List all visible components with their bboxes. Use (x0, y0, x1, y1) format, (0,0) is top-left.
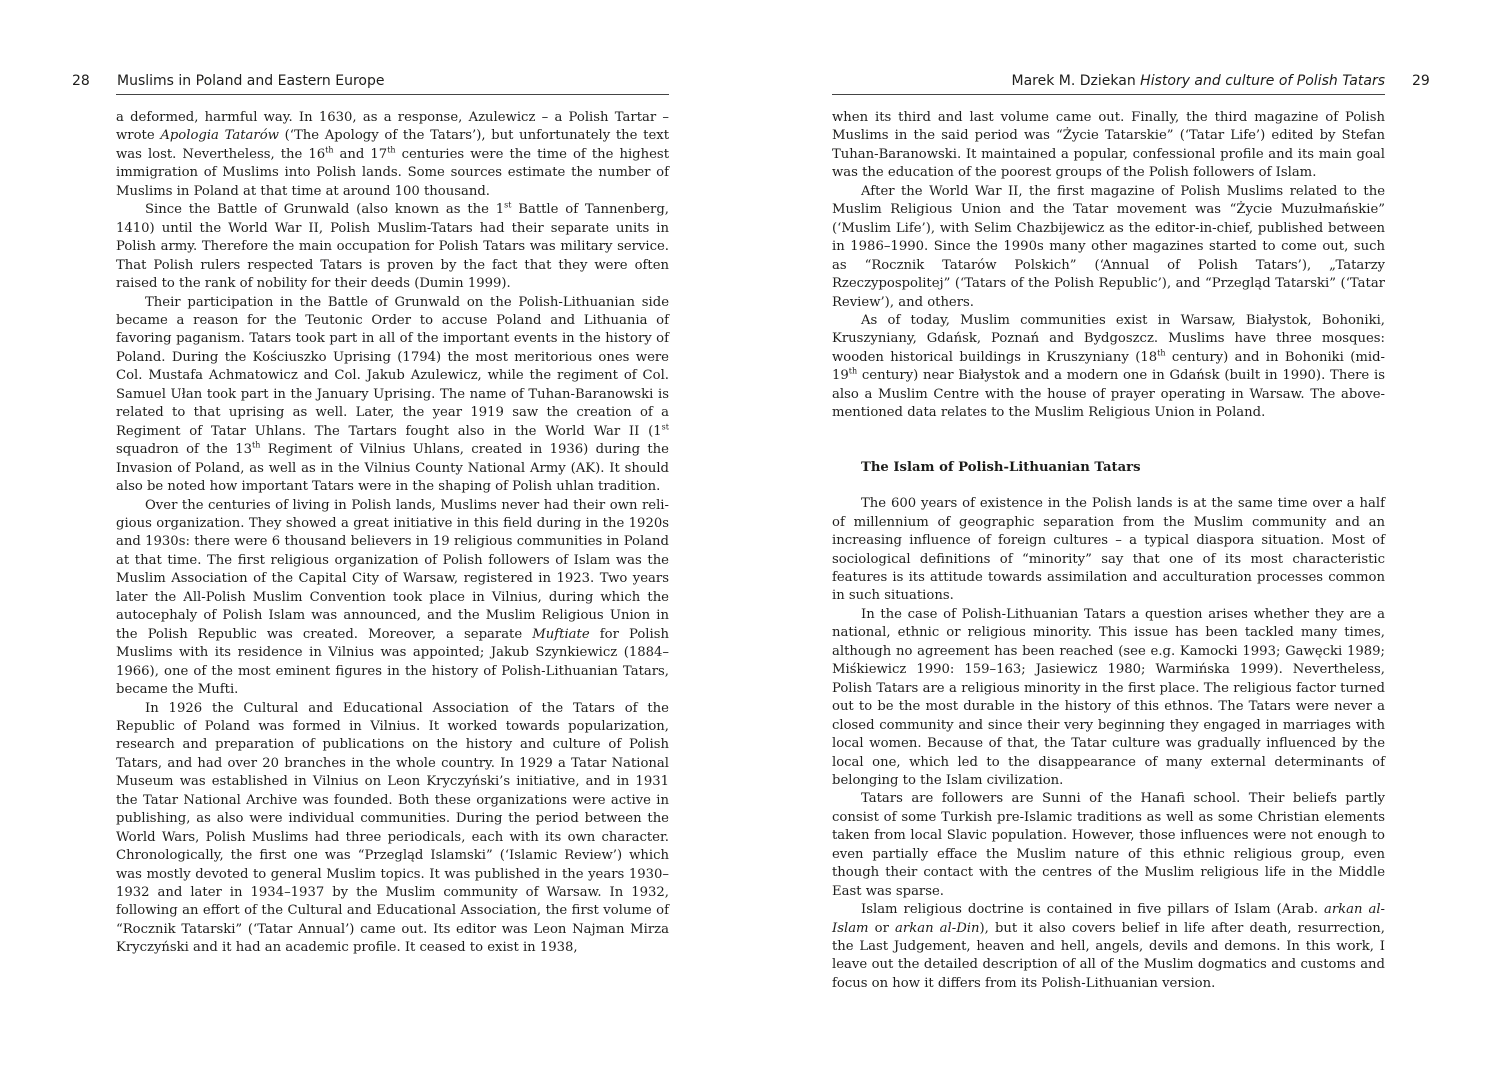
paragraph: After the World War II, the first magazine of Polish Muslims related to the Muslim Religious Union and the Tatar movement was “Życie Muzułmańskie” (‘Muslim Life’), with Selim Chazbijewicz as the editor-in-chief, published between in 1986–1990. Since the 1990s many other magazines started to come out, such as “Rocznik Tatarów Polskich” (‘Annual of Polish Tatars’), „Tatarzy Rzeczypospolitej” (‘Tatars of the Polish Republic’), and “Przegląd Tatarski” (‘Tatar Review’), and others. (832, 183, 1385, 310)
paragraph: Tatars are followers are Sunni of the Hanafi school. Their beliefs partly consist of some Turkish pre-Islamic traditions as well as some Christian elements taken from local Slavic population. However, those influences were not enough to even partially efface the Muslim nature of this ethnic religious group, even though their contact with the centres of the Muslim religious life in the Middle East was sparse. (832, 791, 1385, 899)
paragraph: when its third and last volume came out. Finally, the third magazine of Polish Muslims in the said period was “Życie Tatarskie” (‘Tatar Life’) edited by Stefan Tuhan-Baranowski. It maintained a popular, confessional profile and its main goal was the education of the poorest groups of the Polish followers of Islam. (832, 110, 1385, 181)
header-rule (116, 94, 669, 95)
page-number: 29 (1412, 73, 1430, 89)
page-number: 28 (72, 73, 90, 89)
paragraph: Since the Battle of Grunwald (also known as the 1st Battle of Tannenberg, 1410) until the World War II, Polish Muslim-Tatars had their separate units in Polish army. Therefore the main occupation for Polish Tatars was military service. That Polish rulers respected Tatars is proven by the fact that they were often raised to the rank of nobility for their deeds (Dumin 1999). (116, 200, 669, 292)
paragraph: Their participation in the Battle of Grunwald on the Polish-Lithuanian side became a reason for the Teutonic Order to accuse Poland and Lithuania of favoring paganism. Tatars took part in all of the important events in the history of Poland. During the Kościuszko Uprising (1794) the most meritorious ones were Col. Mustafa Achmatowicz and Col. Jakub Azulewicz, while the regiment of Col. Samuel Ułan took part in the January Uprising. The name of Tuhan-Baranowski is related to that uprising as well. Later, the year 1919 saw the creation of a Regiment of Tatar Uhlans. The Tartars fought also in the World War II (1st squadron of the 13th Regiment of Vilnius Uhlans, created in 1936) during the Invasion of Poland, as well as in the Vilnius County National Army (AK). It should also be noted how important Tatars were in the shaping of Polish uhlan tradition. (116, 294, 669, 495)
header-rule (832, 94, 1385, 95)
body-text (116, 109, 669, 958)
paragraph: Islam religious doctrine is contained in five pillars of Islam (Arab. arkan al-Islam or arkan al-Din), but it also covers belief in life after death, resurrection, the Last Judgement, heaven and hell, angels, devils and demons. In this work, I leave out the detailed description of all of the Muslim dogmatics and customs and focus on how it differs from its Polish-Lithuanian version. (832, 902, 1385, 991)
paragraph: a deformed, harmful way. In 1630, as a response, Azulewicz – a Polish Tartar – wrote Apologia Tatarów (‘The Apology of the Tatars’), but unfortunately the text was lost. Nevertheless, the 16th and 17th centuries were the time of the highest immigration of Muslims into Polish lands. Some sources estimate the number of Muslims in Poland at that time at around 100 thousand. (116, 110, 670, 199)
body-text (832, 109, 1385, 993)
paragraph: The 600 years of existence in the Polish lands is at the same time over a half of millennium of geographic separation from the Muslim community and an increasing influence of foreign cultures – a typical diaspora situation. Most of sociological definitions of “minority” say that one of its most characteristic features is its attitude towards assimilation and acculturation processes common in such situations. (832, 496, 1385, 604)
running-header (1012, 73, 1385, 89)
paragraph: In the case of Polish-Lithuanian Tatars a question arises whether they are a national, ethnic or religious minority. This issue has been tackled many times, although no agreement has been reached (see e.g. Kamocki 1993; Gawęcki 1989; Miśkiewicz 1990: 159–163; Jasiewicz 1980; Warmińska 1999). Nevertheless, Polish Tatars are a religious minority in the first place. The religious factor turned out to be the most durable in the history of this ethnos. The Tatars were never a closed community and since their very beginning they engaged in marriages with local women. Because of that, the Tatar culture was gradually influenced by the local one, which led to the disappearance of many external determinants of belonging to the Islam civilization. (832, 606, 1385, 788)
running-title: History and culture of Polish Tatars (1140, 73, 1385, 89)
running-author: Marek M. Dziekan (1011, 73, 1136, 89)
running-title: Muslims in Poland and Eastern Europe (117, 73, 385, 89)
paragraph: As of today, Muslim communities exist in Warsaw, Białystok, Bohoniki, Kruszyniany, Gdańsk, Poznań and Bydgoszcz. Muslims have three mosques: wooden historical buildings in Kruszyniany (18th century) and in Bohoniki (mid-19th century) near Białystok and a modern one in Gdańsk (built in 1990). There is also a Muslim Centre with the house of prayer operating in Warsaw. The above-mentioned data relates to the Muslim Religious Union in Poland. (832, 312, 1385, 421)
right-page (750, 0, 1500, 1066)
paragraph: In 1926 the Cultural and Educational Association of the Tatars of the Republic of Poland was formed in Vilnius. It worked towards popularization, research and preparation of publications on the history and culture of Polish Tatars, and had over 20 branches in the whole country. In 1929 a Tatar National Museum was established in Vilnius on Leon Kryczyński’s initiative, and in 1931 the Tatar National Archive was founded. Both these organizations were active in publishing, as also were individual communities. During the period between the World Wars, Polish Muslims had three periodicals, each with its own character. Chronologically, the first one was “Przegląd Islamski” (‘Islamic Review’) which was mostly devoted to general Muslim topics. It was published in the years 1930–1932 and later in 1934–1937 by the Muslim community of Warsaw. In 1932, following an effort of the Cultural and Educational Association, the first volume of “Rocznik Tatarski” (‘Tatar Annual’) came out. Its editor was Leon Najman Mirza Kryczyński and it had an academic profile. It ceased to exist in 1938, (116, 700, 669, 956)
section-heading: The Islam of Polish-Lithuanian Tatars (861, 459, 1141, 475)
paragraph: Over the centuries of living in Polish lands, Muslims never had their own religious organization. They showed a great initiative in this field during in the 1920s and 1930s: there were 6 thousand believers in 19 religious communities in Poland at that time. The first religious organization of Polish followers of Islam was the Muslim Association of the Capital City of Warsaw, registered in 1923. Two years later the All-Polish Muslim Convention took place in Vilnius, during which the autocephaly of Polish Islam was announced, and the Muslim Religious Union in the Polish Republic was created. Moreover, a separate Muftiate for Polish Muslims with its residence in Vilnius was appointed; Jakub Szynkiewicz (1884–1966), one of the most eminent figures in the history of Polish-Lithuanian Tatars, became the Mufti. (116, 497, 669, 698)
